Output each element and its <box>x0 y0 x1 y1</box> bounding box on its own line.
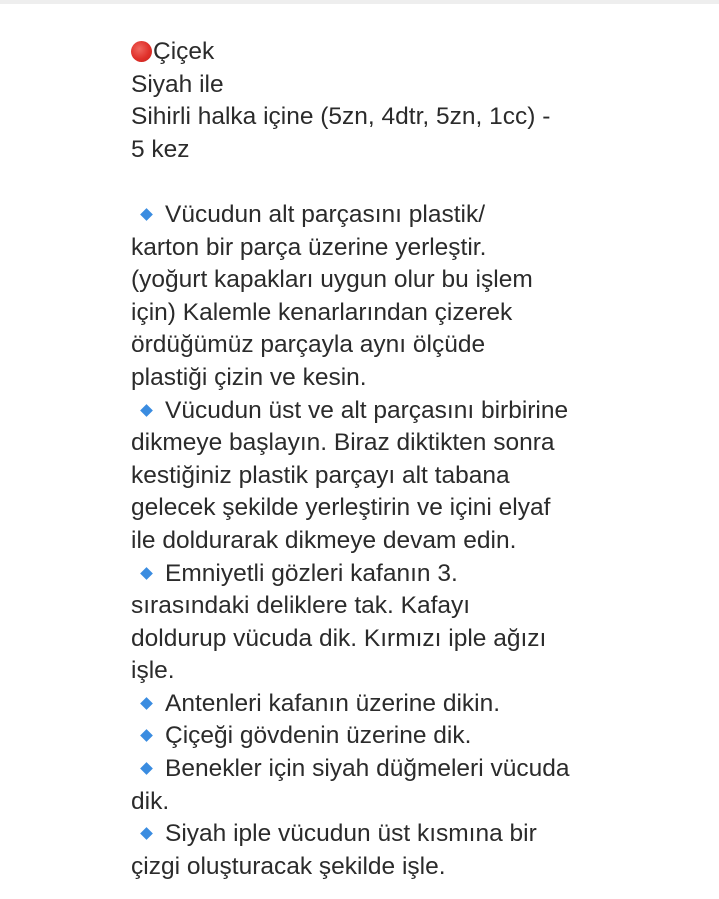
step-2-line: gelecek şekilde yerleştirin ve içini elyaf <box>131 494 551 522</box>
intro-line: Siyah ile <box>131 70 224 98</box>
step-1-line: (yoğurt kapakları uygun olur bu işlem <box>131 266 533 294</box>
blue-diamond-icon <box>140 697 153 710</box>
step-3-line: işle. <box>131 657 175 685</box>
blue-diamond-icon <box>140 730 153 743</box>
title-line <box>131 36 711 69</box>
step-2-line: Vücudun üst ve alt parçasını birbirine <box>131 395 711 428</box>
red-circle-icon <box>131 41 152 62</box>
step-6-line: Benekler için siyah düğmeleri vücuda <box>131 753 711 786</box>
blue-diamond-icon <box>140 762 153 775</box>
step-3-line: doldurup vücuda dik. Kırmızı iple ağızı <box>131 624 547 652</box>
step-3-line: Emniyetli gözleri kafanın 3. <box>131 558 711 591</box>
step-1-line: plastiği çizin ve kesin. <box>131 363 367 391</box>
step-1-line: için) Kalemle kenarlarından çizerek <box>131 298 513 326</box>
step-1-line: ördüğümüz parçayla aynı ölçüde <box>131 331 486 359</box>
step-5-line: Çiçeği gövdenin üzerine dik. <box>131 720 711 753</box>
blue-diamond-icon <box>140 404 153 417</box>
blue-diamond-icon <box>140 827 153 840</box>
step-2-line: ile doldurarak dikmeye devam edin. <box>131 526 517 554</box>
step-6-line: dik. <box>131 787 170 815</box>
blue-diamond-icon <box>140 208 153 221</box>
step-7-line: Siyah iple vücudun üst kısmına bir <box>131 818 711 851</box>
pattern-text <box>131 36 711 883</box>
intro-line: Sihirli halka içine (5zn, 4dtr, 5zn, 1cc) - <box>131 103 551 131</box>
step-2-line: dikmeye başlayın. Biraz diktikten sonra <box>131 429 555 457</box>
step-4-line: Antenleri kafanın üzerine dikin. <box>131 688 711 721</box>
intro-line: 5 kez <box>131 135 190 163</box>
step-7-line: çizgi oluşturacak şekilde işle. <box>131 852 446 880</box>
top-divider <box>0 0 719 4</box>
step-1-line: Vücudun alt parçasını plastik/ <box>131 199 711 232</box>
blank-line <box>131 166 711 199</box>
title-text: Çiçek <box>153 38 215 65</box>
step-3-line: sırasındaki deliklere tak. Kafayı <box>131 592 471 620</box>
step-2-line: kestiğiniz plastik parçayı alt tabana <box>131 461 510 489</box>
blue-diamond-icon <box>140 567 153 580</box>
step-1-line: karton bir parça üzerine yerleştir. <box>131 233 487 261</box>
